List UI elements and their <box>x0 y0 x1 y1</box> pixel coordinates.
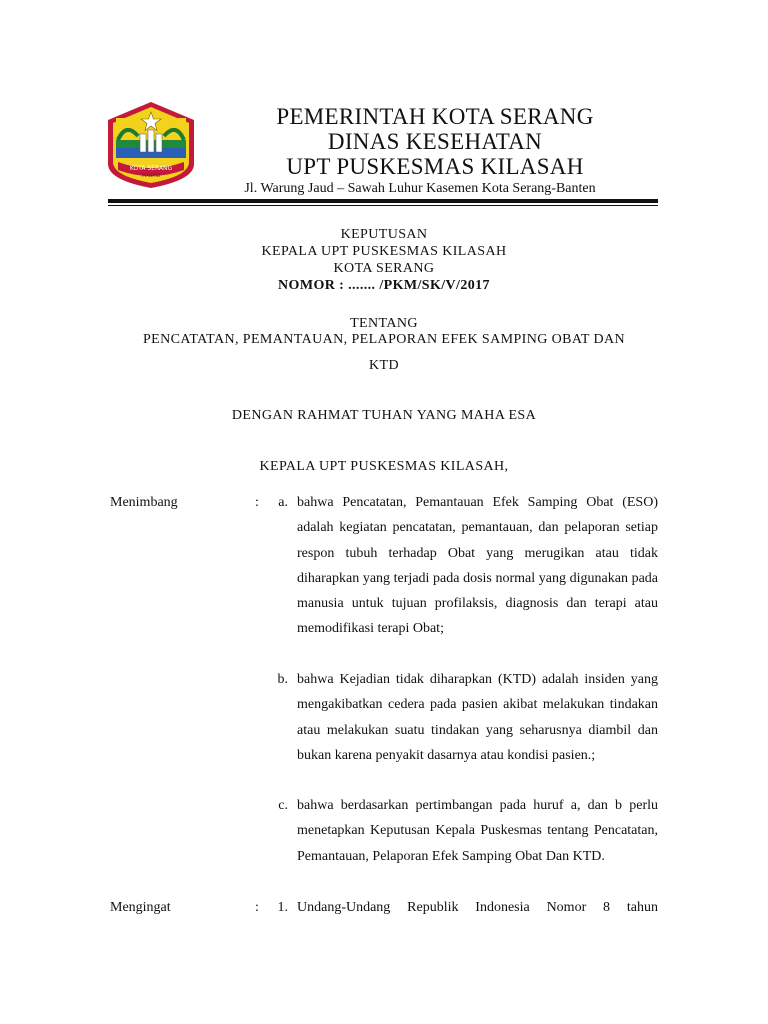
menimbang-marker-c: c. <box>278 798 288 813</box>
title-kepala-heading: KEPALA UPT PUSKESMAS KILASAH, <box>259 459 509 474</box>
menimbang-marker-b: b. <box>277 672 288 687</box>
title-keputusan: KEPUTUSAN <box>340 227 428 242</box>
letterhead-line-1: PEMERINTAH KOTA SERANG <box>276 104 594 129</box>
menimbang-label: Menimbang <box>110 495 178 510</box>
menimbang-colon: : <box>255 495 259 510</box>
menimbang-item-b: bahwa Kejadian tidak diharapkan (KTD) adalah insiden yang mengakibatkan cedera pada pasien akibat melakukan tindakan atau melakukan suatu tindakan yang seharusnya diambil dan bukan karena penyakit dasarnya atau kondisi pasien.; <box>297 672 658 763</box>
letterhead-address: Jl. Warung Jaud – Sawah Luhur Kasemen Kota Serang-Banten <box>244 181 596 196</box>
menimbang-marker-a: a. <box>278 495 288 510</box>
letterhead-divider-thick <box>108 199 658 203</box>
title-tentang: TENTANG <box>350 316 418 331</box>
mengingat-label: Mengingat <box>110 900 171 915</box>
mengingat-marker-1: 1. <box>277 900 288 915</box>
title-kota: KOTA SERANG <box>333 261 435 276</box>
letterhead-line-3: UPT PUSKESMAS KILASAH <box>286 154 584 179</box>
menimbang-item-a: bahwa Pencatatan, Pemantauan Efek Samping Obat (ESO) adalah kegiatan pencatatan, pemantauan, dan pelaporan setiap respon tubuh terhadap Obat yang merugikan atau tidak diharapkan yang terjadi pada dosis normal yang digunakan pada manusia untuk tujuan profilaksis, diagnosis dan terapi atau memodifikasi terapi Obat; <box>297 495 658 637</box>
title-rahmat: DENGAN RAHMAT TUHAN YANG MAHA ESA <box>231 408 537 423</box>
svg-text:KOTA SERANG: KOTA SERANG <box>129 165 173 172</box>
title-subject-line-1: PENCATATAN, PEMANTAUAN, PELAPORAN EFEK SAMPING OBAT DAN <box>143 332 625 347</box>
title-subject-line-2: KTD <box>369 358 399 373</box>
letterhead-divider-thin <box>108 205 658 206</box>
title-nomor: NOMOR : ....... /PKM/SK/V/2017 <box>278 278 490 293</box>
kota-serang-logo-icon <box>104 100 198 190</box>
menimbang-item-c: bahwa berdasarkan pertimbangan pada huruf a, dan b perlu menetapkan Keputusan Kepala Puskesmas tentang Pencatatan, Pemantauan, Pelaporan Efek Samping Obat Dan KTD. <box>297 798 658 864</box>
svg-text:MADANI: MADANI <box>141 174 161 179</box>
letterhead-line-2: DINAS KESEHATAN <box>327 129 543 154</box>
title-kepala: KEPALA UPT PUSKESMAS KILASAH <box>261 244 507 259</box>
mengingat-item-1: Undang-Undang Republik Indonesia Nomor 8 tahun <box>297 900 658 915</box>
mengingat-colon: : <box>255 900 259 915</box>
